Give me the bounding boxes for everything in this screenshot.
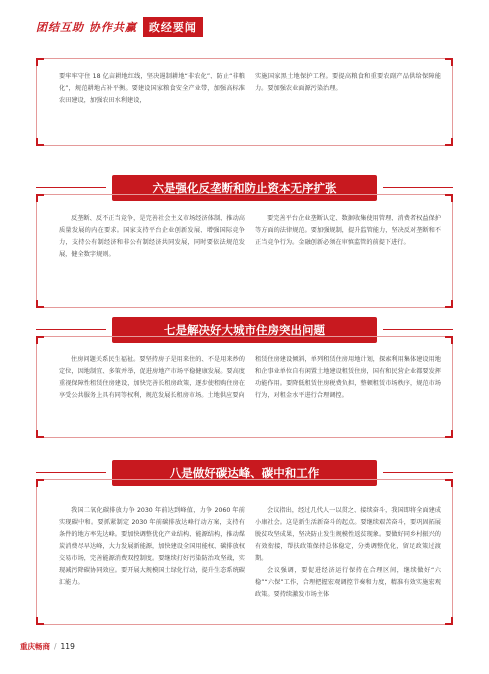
section6-title: 六是强化反垄断和防止资本无序扩张 [112, 175, 377, 201]
section7-right-column: 租赁住房建设倾斜，单列租赁住房用地计划，探索利用集体建设用地和企事业单位自有闲置土地建设租赁住房，国有和民营企业都要发挥功能作用。要降低租赁住房税费负担，整顿租赁市场秩序，规范市场行为，对租金水平进行合理调控。 [255, 356, 441, 399]
box1-left-column: 要牢牢守住 18 亿亩耕地红线，坚决遏制耕地“非农化”、防止“非粮化”，规范耕地占补平衡。要建设国家粮食安全产业带，加强高标准农田建设，加强农田水利建设， [59, 73, 245, 104]
page-footer [20, 641, 75, 652]
content-box-2 [36, 194, 453, 308]
box1-right-column: 实施国家黑土地保护工程。要提高粮食和重要农副产品供给保障能力。要加强农业面源污染治理。 [255, 73, 441, 92]
content-box-3 [36, 336, 453, 438]
section8-right-column: 会议指出，经过几代人一以贯之、接续奋斗，我国即将全面建成小康社会。这是新生活新奋斗的起点。要继续艰苦奋斗，要巩固拓展脱贫攻坚成果，坚决防止发生规模性返贫现象。要做好同乡村振兴的有效衔接，帮扶政策保持总体稳定，分类调整优化，留足政策过渡期。 会议强调，要促进经济运行保持在合理区间，继续做好“六稳”“六保”工作，合理把握宏观调控节奏和力度，精准有效实施宏观政策。要持续激发市场主体 [255, 507, 441, 598]
section7-title: 七是解决好大城市住房突出问题 [112, 317, 377, 343]
content-box-1 [36, 58, 453, 146]
section7-left-column: 住房问题关系民生福祉。要坚持房子是用来住的、不是用来炒的定位，因地制宜、多策并举，促进房地产市场平稳健康发展。要高度重视保障性租赁住房建设，加快完善长租房政策，逐步使租购住房在享受公共服务上具有同等权利，规范发展长租房市场。土地供应要向 [59, 356, 245, 399]
footer-brand: 重庆畅商 [20, 642, 50, 651]
section6-right-column: 要完善平台企业垄断认定、数据收集使用管理、消费者权益保护等方面的法律规范。要加强规制，提升监管能力，坚决反对垄断和不正当竞争行为。金融创新必须在审慎监管的前提下进行。 [255, 215, 441, 246]
section6-left-column: 反垄断、反不正当竞争，是完善社会主义市场经济体制、推动高质量发展的内在要求。国家支持平台企业创新发展、增强国际竞争力，支持公有制经济和非公有制经济共同发展，同时要依法规范发展，健全数字规则。 [59, 215, 245, 258]
page-header [36, 18, 203, 36]
footer-separator: / [54, 642, 57, 651]
section8-title: 八是做好碳达峰、碳中和工作 [112, 460, 377, 486]
content-box-4 [36, 479, 453, 625]
section-badge: 政经要闻 [143, 17, 203, 37]
page-number: 119 [60, 642, 75, 651]
section8-left-column: 我国二氧化碳排放力争 2030 年前达到峰值，力争 2060 年前实现碳中和。要抓紧制定 2030 年前碳排放达峰行动方案，支持有条件的地方率先达峰。要加快调整优化产业结构、能源结构，推动煤炭消费尽早达峰，大力发展新能源，加快建设全国用能权、碳排放权交易市场，完善能源消费双控制度。要继续打好污染防治攻坚战，实现减污降碳协同效应。要开展大规模国土绿化行动，提升生态系统碳汇能力。 [59, 507, 245, 586]
header-slogan: 团结互助 协作共赢 [36, 21, 137, 34]
